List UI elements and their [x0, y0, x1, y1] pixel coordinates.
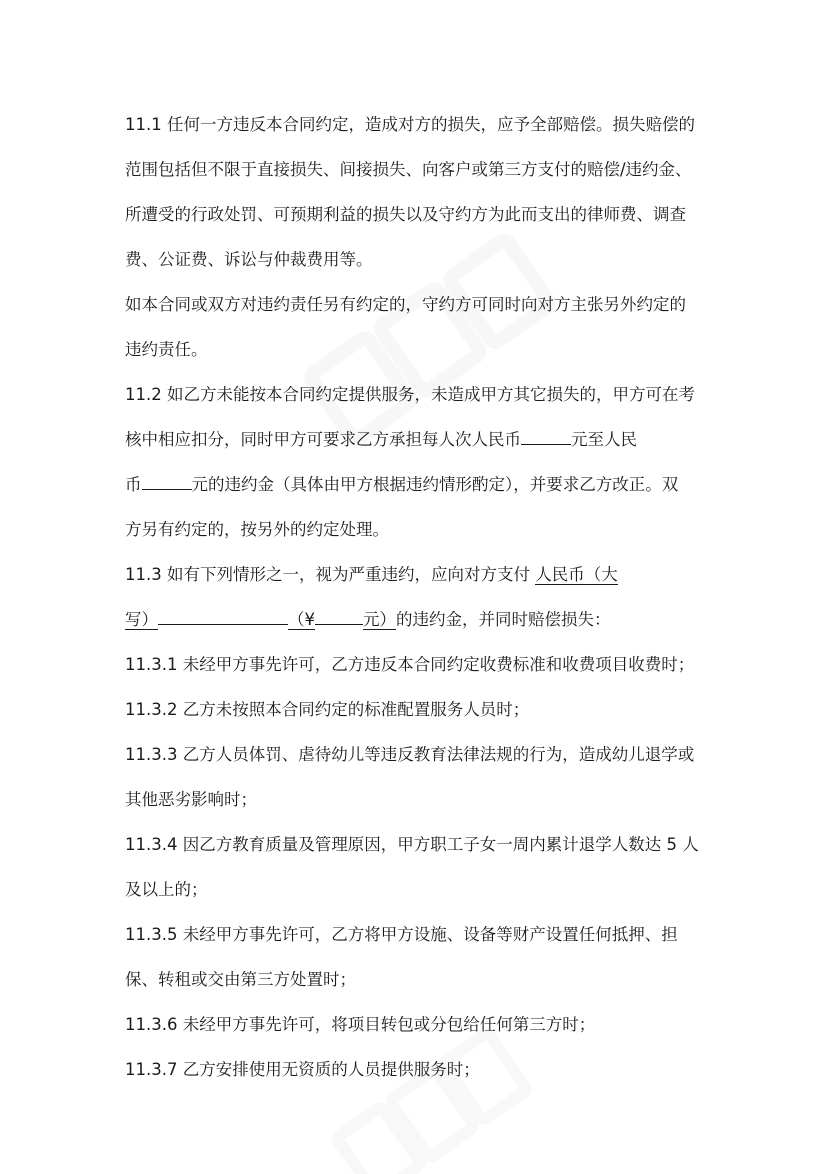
text-line: 范围包括但不限于直接损失、间接损失、向客户或第三方支付的赔偿/违约金、: [125, 160, 692, 179]
list-item: 11.3.3 乙方人员体罚、虐待幼儿等违反教育法律法规的行为，造成幼儿退学或: [125, 745, 695, 764]
text-segment: 11.3 如有下列情形之一，视为严重违约，应向对方支付: [125, 565, 536, 584]
text-line: 11.1 任何一方违反本合同约定，造成对方的损失，应予全部赔偿。损失赔偿的: [125, 115, 695, 134]
list-item: 保、转租或交由第三方处置时；: [125, 970, 356, 989]
list-item: 11.3.5 未经甲方事先许可，乙方将甲方设施、设备等财产设置任何抵押、担: [125, 925, 678, 944]
amount-figure-blank-field[interactable]: [315, 602, 363, 625]
text-segment: 元至人民: [571, 430, 637, 449]
clause-11-1: [125, 107, 705, 278]
list-item: 及以上的；: [125, 880, 208, 899]
list-item: 11.3.7 乙方安排使用无资质的人员提供服务时；: [125, 1060, 480, 1079]
text-line: 费、公证费、诉讼与仲裁费用等。: [125, 250, 373, 269]
text-line: 如本合同或双方对违约责任另有约定的，守约方可同时向对方主张另外约定的: [125, 295, 686, 314]
text-line: 11.2 如乙方未能按本合同约定提供服务，未造成甲方其它损失的，甲方可在考: [125, 385, 695, 404]
penalty-label-underlined: 人民币（大: [535, 565, 618, 584]
text-line: 所遭受的行政处罚、可预期利益的损失以及守约方为此而支出的律师费、调查: [125, 205, 686, 224]
amount-blank-field[interactable]: [521, 422, 571, 445]
amount-words-blank-field[interactable]: [158, 602, 288, 625]
text-segment: 币: [125, 475, 142, 494]
clause-11-2: [125, 377, 705, 548]
text-line: [125, 467, 705, 503]
text-segment: 元的违约金（具体由甲方根据违约情形酌定），并要求乙方改正。双: [191, 475, 679, 494]
list-item: 其他恶劣影响时；: [125, 790, 257, 809]
text-segment: 元）: [363, 610, 396, 629]
text-segment: 写）: [125, 610, 158, 629]
clause-11-1-supplement: [125, 287, 705, 368]
text-segment: 的违约金，并同时赔偿损失：: [396, 610, 611, 629]
text-segment: （¥: [288, 610, 315, 629]
clause-11-3: [125, 557, 705, 638]
contract-body: [125, 107, 705, 1088]
list-item: 11.3.6 未经甲方事先许可，将项目转包或分包给任何第三方时；: [125, 1015, 596, 1034]
text-line: [125, 422, 705, 458]
text-segment: 核中相应扣分，同时甲方可要求乙方承担每人次人民币: [125, 430, 521, 449]
list-item: 11.3.2 乙方未按照本合同约定的标准配置服务人员时；: [125, 700, 530, 719]
amount-blank-field[interactable]: [142, 467, 192, 490]
list-item: 11.3.1 未经甲方事先许可，乙方违反本合同约定收费标准和收费项目收费时；: [125, 655, 695, 674]
text-line: 违约责任。: [125, 340, 208, 359]
text-line: [125, 602, 705, 638]
clause-11-3-items: [125, 647, 705, 1088]
text-line: [125, 557, 705, 593]
list-item: 11.3.4 因乙方教育质量及管理原因，甲方职工子女一周内累计退学人数达 5 人: [125, 835, 699, 854]
text-line: 方另有约定的，按另外的约定处理。: [125, 520, 389, 539]
